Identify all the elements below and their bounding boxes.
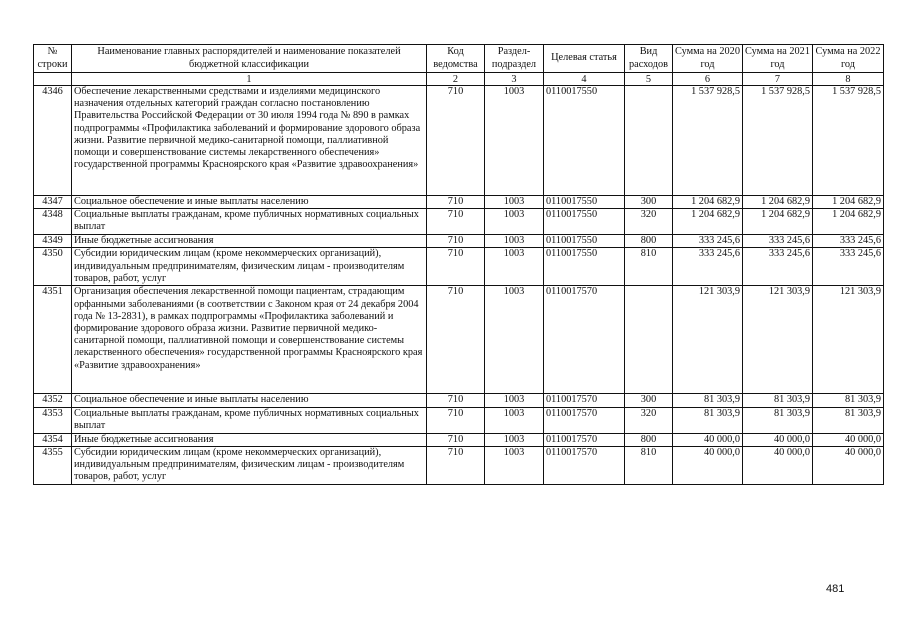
target-article-cell: 0110017550 xyxy=(544,196,625,209)
row-number-cell: 4346 xyxy=(34,86,72,196)
dept-code-cell: 710 xyxy=(427,86,485,196)
sum-2021-cell: 1 537 928,5 xyxy=(743,86,813,196)
sum-2021-cell: 40 000,0 xyxy=(743,433,813,446)
row-name-cell: Социальное обеспечение и иные выплаты населению xyxy=(72,196,427,209)
target-article-cell: 0110017570 xyxy=(544,286,625,394)
table-row xyxy=(34,446,884,484)
sum-2021-cell: 333 245,6 xyxy=(743,235,813,248)
sum-2021-cell: 40 000,0 xyxy=(743,446,813,484)
header-section: Раздел-подраздел xyxy=(485,45,544,73)
row-number-cell: 4351 xyxy=(34,286,72,394)
expense-type-cell: 300 xyxy=(625,196,673,209)
sum-2020-cell: 81 303,9 xyxy=(673,394,743,407)
row-name-cell: Социальные выплаты гражданам, кроме публичных нормативных социальных выплат xyxy=(72,209,427,235)
dept-code-cell: 710 xyxy=(427,196,485,209)
dept-code-cell: 710 xyxy=(427,433,485,446)
column-number: 1 xyxy=(72,73,427,86)
table-row xyxy=(34,235,884,248)
sum-2020-cell: 40 000,0 xyxy=(673,433,743,446)
row-name-cell: Субсидии юридическим лицам (кроме некоммерческих организаций), индивидуальным предпринимателям, физическим лицам - производителям товаров, работ, услуг xyxy=(72,446,427,484)
section-cell: 1003 xyxy=(485,407,544,433)
sum-2020-cell: 333 245,6 xyxy=(673,235,743,248)
row-name-cell: Социальное обеспечение и иные выплаты населению xyxy=(72,394,427,407)
dept-code-cell: 710 xyxy=(427,407,485,433)
header-sum-2022: Сумма на 2022 год xyxy=(813,45,884,73)
sum-2021-cell: 333 245,6 xyxy=(743,248,813,286)
sum-2020-cell: 81 303,9 xyxy=(673,407,743,433)
dept-code-cell: 710 xyxy=(427,209,485,235)
target-article-cell: 0110017550 xyxy=(544,209,625,235)
sum-2022-cell: 121 303,9 xyxy=(813,286,884,394)
table-header-row xyxy=(34,45,884,73)
sum-2021-cell: 81 303,9 xyxy=(743,394,813,407)
row-number-cell: 4353 xyxy=(34,407,72,433)
header-target-article: Целевая статья xyxy=(544,45,625,73)
table-row xyxy=(34,433,884,446)
budget-table xyxy=(33,44,884,485)
row-name-cell: Иные бюджетные ассигнования xyxy=(72,235,427,248)
row-number-cell: 4347 xyxy=(34,196,72,209)
page-number: 481 xyxy=(826,583,845,595)
table-row xyxy=(34,286,884,394)
section-cell: 1003 xyxy=(485,196,544,209)
target-article-cell: 0110017570 xyxy=(544,433,625,446)
sum-2020-cell: 121 303,9 xyxy=(673,286,743,394)
sum-2022-cell: 40 000,0 xyxy=(813,446,884,484)
row-name-cell: Обеспечение лекарственными средствами и изделиями медицинского назначения отдельных категорий граждан согласно постановлению Правительства Российской Федерации от 30 июля 1994 года № 890 в рамках подпрограммы «Профилактика заболеваний и формирование здорового образа жизни. Развитие первичной медико-санитарной помощи, паллиативной помощи и совершенствование системы лекарственного обеспечения» государственной программы Красноярского края «Развитие здравоохранения» xyxy=(72,86,427,196)
row-number-cell: 4350 xyxy=(34,248,72,286)
section-cell: 1003 xyxy=(485,433,544,446)
column-number: 2 xyxy=(427,73,485,86)
sum-2021-cell: 1 204 682,9 xyxy=(743,196,813,209)
expense-type-cell: 300 xyxy=(625,394,673,407)
sum-2021-cell: 81 303,9 xyxy=(743,407,813,433)
target-article-cell: 0110017570 xyxy=(544,446,625,484)
target-article-cell: 0110017550 xyxy=(544,235,625,248)
sum-2022-cell: 333 245,6 xyxy=(813,235,884,248)
sum-2022-cell: 333 245,6 xyxy=(813,248,884,286)
sum-2022-cell: 40 000,0 xyxy=(813,433,884,446)
header-name: Наименование главных распорядителей и наименование показателей бюджетной классификации xyxy=(72,45,427,73)
column-number: 8 xyxy=(813,73,884,86)
column-number: 6 xyxy=(673,73,743,86)
column-number-row xyxy=(34,73,884,86)
expense-type-cell xyxy=(625,86,673,196)
sum-2022-cell: 81 303,9 xyxy=(813,407,884,433)
expense-type-cell: 810 xyxy=(625,248,673,286)
dept-code-cell: 710 xyxy=(427,446,485,484)
column-number: 3 xyxy=(485,73,544,86)
sum-2020-cell: 1 204 682,9 xyxy=(673,209,743,235)
row-number-cell: 4348 xyxy=(34,209,72,235)
sum-2020-cell: 1 537 928,5 xyxy=(673,86,743,196)
column-number: 4 xyxy=(544,73,625,86)
dept-code-cell: 710 xyxy=(427,235,485,248)
section-cell: 1003 xyxy=(485,394,544,407)
sum-2021-cell: 1 204 682,9 xyxy=(743,209,813,235)
row-number-cell: 4349 xyxy=(34,235,72,248)
table-row xyxy=(34,407,884,433)
sum-2022-cell: 1 537 928,5 xyxy=(813,86,884,196)
sum-2022-cell: 81 303,9 xyxy=(813,394,884,407)
section-cell: 1003 xyxy=(485,248,544,286)
sum-2022-cell: 1 204 682,9 xyxy=(813,196,884,209)
header-expense-type: Вид расходов xyxy=(625,45,673,73)
header-sum-2021: Сумма на 2021 год xyxy=(743,45,813,73)
section-cell: 1003 xyxy=(485,235,544,248)
section-cell: 1003 xyxy=(485,209,544,235)
section-cell: 1003 xyxy=(485,286,544,394)
expense-type-cell: 320 xyxy=(625,209,673,235)
column-number: 7 xyxy=(743,73,813,86)
column-number xyxy=(34,73,72,86)
table-row xyxy=(34,209,884,235)
expense-type-cell: 810 xyxy=(625,446,673,484)
expense-type-cell: 800 xyxy=(625,433,673,446)
sum-2022-cell: 1 204 682,9 xyxy=(813,209,884,235)
section-cell: 1003 xyxy=(485,446,544,484)
section-cell: 1003 xyxy=(485,86,544,196)
target-article-cell: 0110017570 xyxy=(544,394,625,407)
sum-2021-cell: 121 303,9 xyxy=(743,286,813,394)
row-name-cell: Иные бюджетные ассигнования xyxy=(72,433,427,446)
header-dept-code: Код ведомства xyxy=(427,45,485,73)
row-name-cell: Организация обеспечения лекарственной помощи пациентам, страдающим орфанными заболеваниями (в соответствии с Законом края от 24 декабря 2004 года № 13-2831), в рамках подпрограммы «Профилактика заболеваний и формирование здорового образа жизни. Развитие первичной медико-санитарной помощи, паллиативной помощи и совершенствование системы лекарственного обеспечения» государственной программы Красноярского края «Развитие здравоохранения» xyxy=(72,286,427,394)
target-article-cell: 0110017550 xyxy=(544,248,625,286)
table-row xyxy=(34,86,884,196)
sum-2020-cell: 1 204 682,9 xyxy=(673,196,743,209)
row-name-cell: Социальные выплаты гражданам, кроме публичных нормативных социальных выплат xyxy=(72,407,427,433)
dept-code-cell: 710 xyxy=(427,248,485,286)
table-row xyxy=(34,394,884,407)
dept-code-cell: 710 xyxy=(427,286,485,394)
row-number-cell: 4355 xyxy=(34,446,72,484)
row-number-cell: 4352 xyxy=(34,394,72,407)
sum-2020-cell: 333 245,6 xyxy=(673,248,743,286)
expense-type-cell xyxy=(625,286,673,394)
row-name-cell: Субсидии юридическим лицам (кроме некоммерческих организаций), индивидуальным предпринимателям, физическим лицам - производителям товаров, работ, услуг xyxy=(72,248,427,286)
expense-type-cell: 800 xyxy=(625,235,673,248)
table-row xyxy=(34,248,884,286)
target-article-cell: 0110017550 xyxy=(544,86,625,196)
sum-2020-cell: 40 000,0 xyxy=(673,446,743,484)
header-row-number: № строки xyxy=(34,45,72,73)
row-number-cell: 4354 xyxy=(34,433,72,446)
dept-code-cell: 710 xyxy=(427,394,485,407)
expense-type-cell: 320 xyxy=(625,407,673,433)
table-row xyxy=(34,196,884,209)
column-number: 5 xyxy=(625,73,673,86)
header-sum-2020: Сумма на 2020 год xyxy=(673,45,743,73)
target-article-cell: 0110017570 xyxy=(544,407,625,433)
